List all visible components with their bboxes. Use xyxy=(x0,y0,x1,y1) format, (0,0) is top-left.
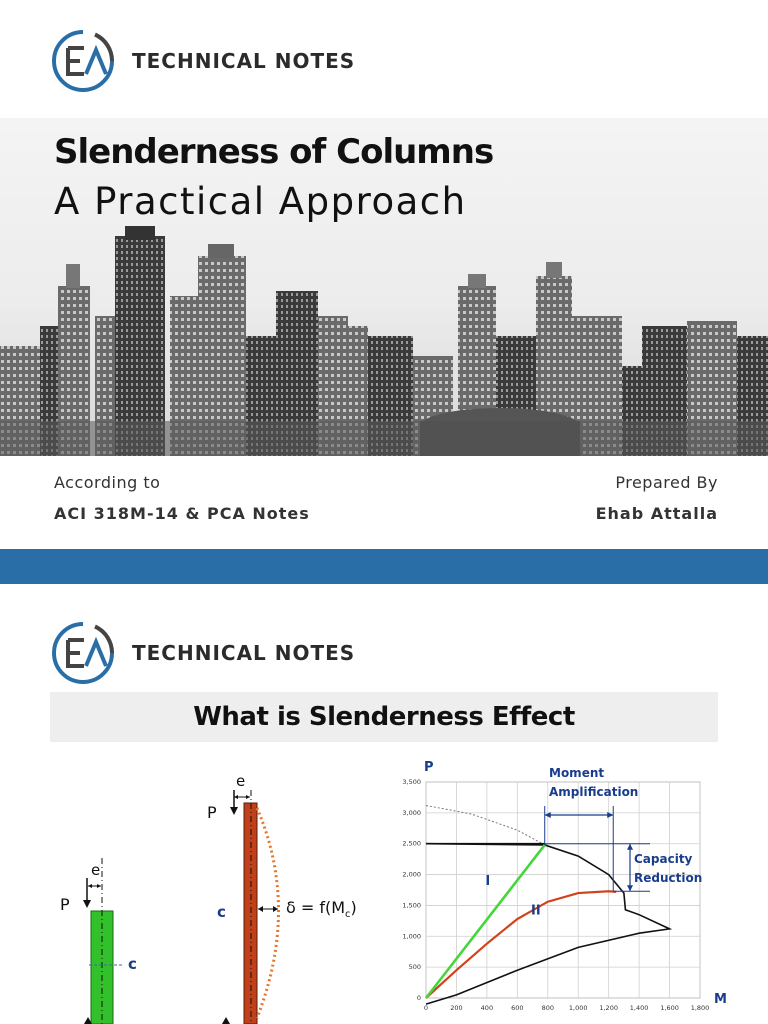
slender-column-diagram xyxy=(207,772,357,1024)
short-ecc-label: e xyxy=(91,861,101,879)
section-heading-bar xyxy=(50,692,718,742)
section-heading: What is Slenderness Effect xyxy=(193,702,575,732)
page-subtitle: A Practical Approach xyxy=(54,180,467,223)
ea-logo-icon xyxy=(50,620,116,686)
short-column-diagram xyxy=(60,858,137,1024)
prepared-value: Ehab Attalla xyxy=(595,504,718,523)
x-tick-label: 1,400 xyxy=(629,1004,649,1012)
x-tick-label: 400 xyxy=(480,1004,494,1012)
divider-band xyxy=(0,549,768,584)
slender-center-label: c xyxy=(217,903,226,921)
x-tick-label: 1,800 xyxy=(690,1004,710,1012)
brand-title: TECHNICAL NOTES xyxy=(132,641,356,665)
x-tick-label: 200 xyxy=(450,1004,463,1012)
capacity-reduction-label-2: Reduction xyxy=(634,871,703,885)
page-title: Slenderness of Columns xyxy=(54,132,494,172)
moment-amplification-label-1: Moment xyxy=(549,766,605,780)
x-tick-label: 1,000 xyxy=(568,1004,588,1012)
moment-amplification-label-2: Amplification xyxy=(549,785,639,799)
section-logo-row xyxy=(50,620,355,686)
according-value: ACI 318M-14 & PCA Notes xyxy=(54,504,310,523)
slenderness-figure xyxy=(0,742,768,1024)
y-tick-label: 1,500 xyxy=(402,901,421,910)
slender-load-label: P xyxy=(207,803,217,822)
capacity-reduction-label-1: Capacity xyxy=(634,852,693,866)
hero-banner xyxy=(0,118,768,456)
x-tick-label: 800 xyxy=(541,1004,554,1012)
series-i-label: I xyxy=(485,874,491,890)
y-tick-label: 500 xyxy=(408,963,421,972)
x-tick-label: 600 xyxy=(511,1004,524,1012)
series-ii-label: II xyxy=(531,903,541,919)
brand-title: TECHNICAL NOTES xyxy=(132,49,356,73)
interaction-chart xyxy=(402,760,727,1012)
y-tick-label: 3,500 xyxy=(402,778,421,786)
y-tick-label: 1,000 xyxy=(402,932,421,941)
x-tick-label: 1,200 xyxy=(599,1004,618,1012)
short-load-label: P xyxy=(60,895,70,914)
prepared-label: Prepared By xyxy=(615,473,718,492)
x-tick-label: 0 xyxy=(423,1004,429,1012)
y-tick-label: 0 xyxy=(416,994,421,1002)
slender-ecc-label: e xyxy=(236,772,246,790)
chart-ylabel: P xyxy=(424,760,434,775)
ea-logo-icon xyxy=(50,28,116,94)
according-label: According to xyxy=(54,473,161,492)
deflected-shape xyxy=(257,808,279,1018)
header-logo-row xyxy=(50,28,355,94)
chart-xlabel: M xyxy=(714,992,727,1007)
y-tick-label: 2,000 xyxy=(402,870,421,879)
y-tick-label: 2,500 xyxy=(402,839,421,848)
x-tick-label: 1,600 xyxy=(660,1004,679,1012)
delta-equation: $\delta = f(M_c)$ xyxy=(286,898,357,920)
city-skyline-image xyxy=(0,226,768,456)
y-tick-label: 3,000 xyxy=(402,808,421,817)
short-center-label: c xyxy=(128,955,137,973)
